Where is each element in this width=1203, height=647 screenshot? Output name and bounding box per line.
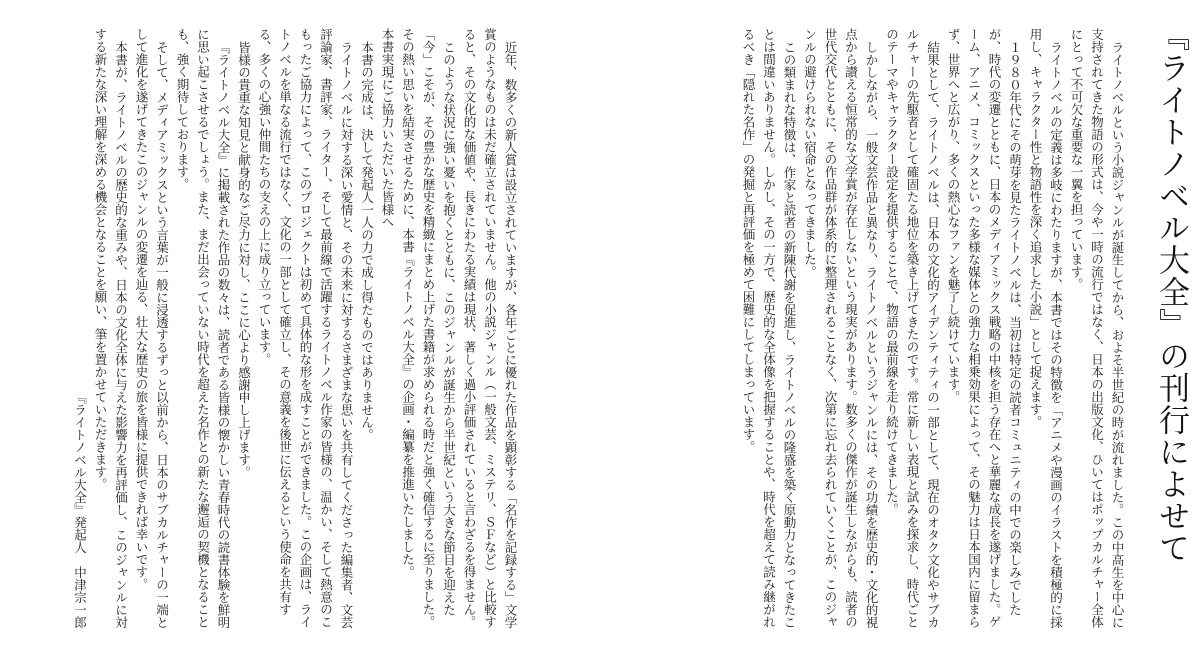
paragraph: １９８０年代にその萌芽を見たライトノベルは、当初は特定の読者コミュニティの中での楽しみでしたが、時代の変遷とともに、日本のメディアミックス戦略の中核を担う存在へと華麗な成長を遂げました。ゲーム、アニメ、コミックスといった多様な媒体との強力な相乗効果によって、その魅力は日本国内に留まらず、世界へと広がり、多くの熱心なファンを魅了し続けています。 [946, 28, 1023, 628]
text-block-right [647, 28, 1127, 628]
paragraph: 『ライトノベル大全』に掲載された作品の数々は、読者である皆様の懐かしい青春時代の読書体験を鮮明に思い起こさせるでしょう。また、まだ出会っていない時代を超えた名作との新たな邂逅の契機となることも、強く期待しております。 [175, 28, 231, 628]
paragraph: ライトノベルの定義は多岐にわたりますが、本書ではその特徴を「アニメや漫画のイラストを積極的に採用し、キャラクター性と物語性を深く追求した小説」として捉えます。 [1028, 28, 1064, 628]
paragraph: 皆様の貴重な知見と献身的なご尽力に対し、ここに心より感謝申し上げます。 [236, 40, 252, 478]
paragraph: この類まれな特徴は、作家と読者の新陳代謝を促進し、ライトノベルの隆盛を築く原動力となってきたことは間違いありません。しかし、その一方で、歴史的な全体像を把握することや、時代を超えて読み継がれるべき「隠れた名作」の発掘と再評価を極めて困難にしてしまっています。 [741, 28, 797, 628]
signature: 『ライトノベル大全』発起人 中津宗一郎 [72, 390, 88, 628]
section-heading: 本書実現にご協力いただいた皆様へ [380, 28, 395, 228]
paragraph: このような状況に強い憂いを抱くとともに、このジャンルが誕生から半世紀という大きな節目を迎えた「今」こそが、その豊かな歴史を精緻にまとめ上げた書籍が求められる時だと強く確信するに至りました。その熱い思いを結実させるために、本書『ライトノベル大全』の企画・編纂を推進いたしました。 [400, 28, 457, 628]
paragraph: 本書の完成は、決して発起人一人の力で成し得たものではありません。 [359, 40, 375, 441]
document-title: 『ライトノベル大全』の刊行によせて [1153, 20, 1189, 564]
paragraph: ライトノベルに対する深い愛情と、その未来に対するさまざまな思いを共有してくださった編集者、文芸評論家、書評家、ライター、そして最前線で活躍するライトノベル作家の皆様の、温かい、そして熱意のこもったご協力によって、このプロジェクトは初めて具体的な形を成すことができました。この企画は、ライトノベルを単なる流行ではなく、文化の一部として確立し、その意義を後世に伝えるという使命を共有する、多くの心強い仲間たちの支えの上に成り立っています。 [257, 28, 354, 628]
paragraph: ライトノベルという小説ジャンルが誕生してから、およそ半世紀の時が流れました。この中高生を中心に支持されてきた物語の形式は、今や一時の流行ではなく、日本の出版文化、ひいてはポップカルチャー全体にとって不可欠な重要な一翼を担っています。 [1069, 28, 1125, 628]
paragraph: 本書が、ライトノベルの歴史的な重みや、日本の文化全体に与えた影響力を再評価し、このジャンルに対する新たな深い理解を深める機会となることを願い、筆を置かせていただきます。 [93, 28, 129, 628]
paragraph: そして、メディアミックスという言葉が一般に浸透するずっと以前から、日本のサブカルチャーの一端として進化を遂げてきたこのジャンルの変遷を辿る、壮大な歴史の旅を皆様に提供できれば幸いです。 [134, 28, 170, 628]
paragraph: 結果として、ライトノベルは、日本の文化的アイデンティティの一部として、現在のオタク文化やサブカルチャーの先駆者として確固たる地位を築き上げてきたのです。常に新しい表現と試みを探求し、時代ごとのテーマやキャラクター設定を提供することで、物語の最前線を走り続けてきました。 [884, 28, 941, 628]
paragraph: 近年、数多くの新人賞は設立されていますが、各年ごとに優れた作品を顕彰する「名作を記録する」文学賞のようなものは未だ確立されていません。他の小説ジャンル（一般文芸、ミステリ、ＳＦなど）と比較すると、その文化的な価値や、長きにわたる実績は現状、著しく過小評価されていると言わざるを得ません。 [462, 28, 518, 628]
paragraph: しかしながら、一般文芸作品と異なり、ライトノベルというジャンルには、その功績を歴史的・文化的視点から讃える恒常的な文学賞が存在しないという現実があります。数多くの傑作が誕生しながらも、読者の世代交代とともに、その作品群が体系的に整理されることなく、次第に忘れ去られていくことが、このジャンルの避けられない宿命となってきました。 [802, 28, 879, 628]
text-block-left [0, 28, 520, 628]
